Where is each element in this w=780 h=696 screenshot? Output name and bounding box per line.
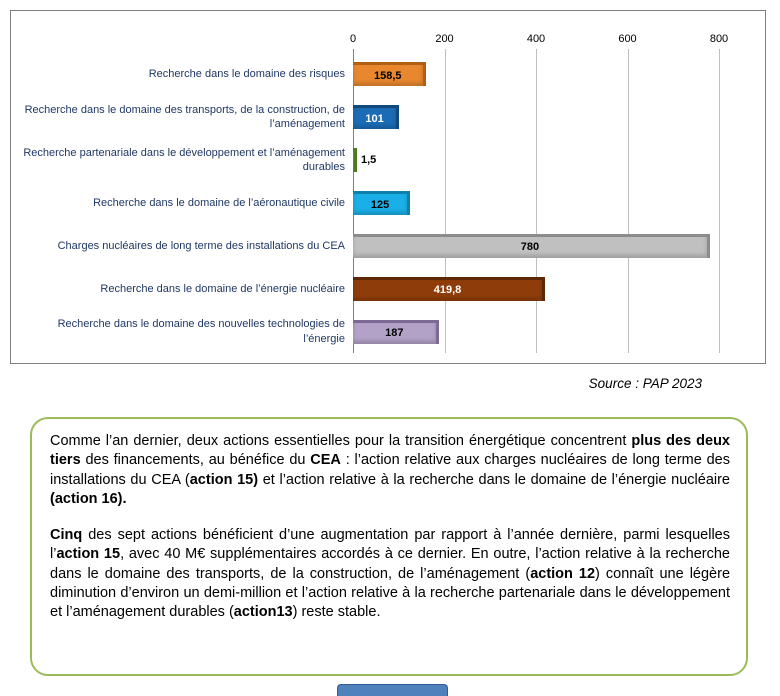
- text-run: Comme l’an dernier, deux actions essentielles pour la transition énergétique concentrent: [50, 433, 632, 449]
- bar-4: [353, 191, 410, 215]
- text-run: ) reste stable.: [292, 604, 381, 621]
- chart-row: [19, 96, 759, 139]
- bar-5: [353, 234, 710, 258]
- row-plot: [353, 182, 719, 225]
- text-run: des sept actions bénéficient d’une augmentation par rapport à l’année dernière, parmi lesquelles l’: [50, 527, 730, 563]
- row-plot: [353, 224, 719, 267]
- row-plot: [353, 96, 719, 139]
- text-run: , avec 40 M€ supplémentaires accordés à ce dernier. En outre, l’action relative à la recherche dans le domaine des transports, de la construction, de l’aménagement (: [50, 546, 730, 582]
- category-label: Recherche dans le domaine des transports, de la construction, de l’aménagement: [24, 103, 345, 131]
- commentary-text: [50, 432, 730, 623]
- bar-2: [353, 105, 399, 129]
- value-label: 158,5: [373, 69, 402, 82]
- value-label: 1,5: [361, 154, 377, 167]
- value-label: 419,8: [433, 284, 462, 297]
- text-run: : l’action relative aux charges nucléaires de long terme des installations du CEA (: [50, 452, 730, 488]
- chart-rows: [19, 53, 759, 353]
- x-tick-label: 200: [435, 33, 454, 45]
- text-run: plus des deux tiers: [50, 433, 730, 469]
- text-run: action 12: [530, 565, 596, 582]
- text-run: des financements, au bénéfice du: [80, 452, 311, 469]
- bar-3: [353, 148, 357, 172]
- category-label: Recherche dans le domaine des nouvelles technologies de l’énergie: [57, 318, 345, 345]
- category-label: Recherche dans le domaine des risques: [148, 68, 345, 81]
- text-run: action 15): [189, 471, 259, 488]
- source-caption: Source : PAP 2023: [588, 376, 702, 391]
- text-run: (action 16).: [50, 490, 127, 507]
- category-label: Recherche partenariale dans le développement et l’aménagement durables: [23, 146, 345, 174]
- commentary-box: [30, 417, 748, 676]
- x-axis-ticks: [349, 33, 729, 47]
- bar-6: [353, 277, 545, 301]
- category-label: Recherche dans le domaine de l’énergie nucléaire: [100, 282, 345, 295]
- chart-row: [19, 182, 759, 225]
- value-label: 125: [370, 198, 390, 211]
- chart-row: [19, 53, 759, 96]
- row-plot: [353, 139, 719, 182]
- row-plot: [353, 53, 719, 96]
- category-label: Charges nucléaires de long terme des installations du CEA: [57, 239, 345, 252]
- text-run: et l’action relative à la recherche dans le domaine de l’énergie nucléaire: [258, 471, 730, 488]
- chart-row: [19, 310, 759, 353]
- text-run: Cinq: [50, 527, 83, 544]
- row-plot: [353, 310, 719, 353]
- chart-row: [19, 267, 759, 310]
- x-tick-label: 600: [618, 33, 637, 45]
- bar-7: [353, 320, 439, 344]
- value-label: 780: [520, 241, 540, 254]
- bar-1: [353, 62, 426, 86]
- text-run: CEA: [310, 452, 341, 469]
- commentary-paragraph: [50, 526, 730, 622]
- value-label: 187: [385, 327, 404, 340]
- chart-row: [19, 224, 759, 267]
- chart-row: [19, 139, 759, 182]
- text-run: ) connaît une légère diminution d’environ un demi-million et l’action relative à la recherche partenariale dans le développement et l’aménagement durables (: [50, 565, 731, 621]
- text-run: action13: [233, 604, 293, 621]
- x-tick-label: 400: [526, 33, 546, 45]
- text-run: action 15: [56, 546, 121, 563]
- x-tick-label: 0: [349, 33, 357, 45]
- value-label: 101: [365, 112, 384, 125]
- partial-bottom-element: [337, 684, 448, 696]
- category-label: Recherche dans le domaine de l’aéronautique civile: [93, 196, 345, 209]
- commentary-paragraph: [50, 432, 730, 509]
- bar-chart: [10, 10, 766, 364]
- x-tick-label: 800: [709, 33, 729, 45]
- row-plot: [353, 267, 719, 310]
